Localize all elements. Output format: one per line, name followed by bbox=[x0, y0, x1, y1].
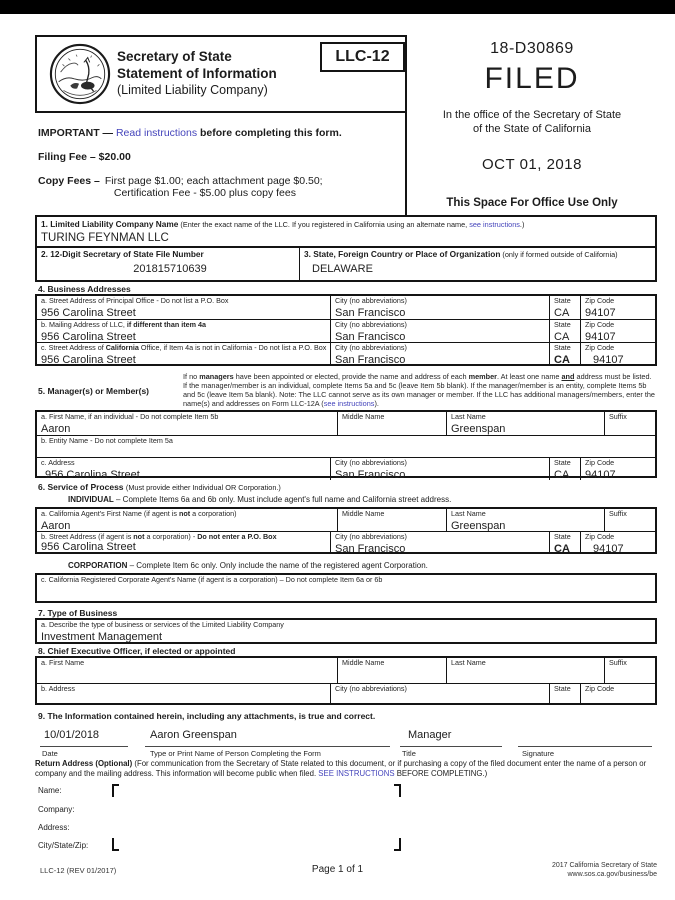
item6-individual-note: INDIVIDUAL – Complete Items 6a and 6b only. Must include agent's full name and California street address. bbox=[68, 495, 452, 504]
manager-first-name-value: Aaron bbox=[41, 422, 71, 435]
manager-last-name-value: Greenspan bbox=[451, 422, 506, 435]
org-state-value: DELAWARE bbox=[312, 263, 373, 275]
principal-zip-value: 94107 bbox=[585, 306, 616, 319]
signature-title-value: Manager bbox=[408, 729, 452, 741]
item5a-row: a. First Name, if an individual - Do not complete Item 5b Aaron Middle Name Last Name Greenspan Suffix bbox=[37, 412, 655, 435]
item4-heading: 4. Business Addresses bbox=[38, 284, 131, 294]
item6-heading: 6. Service of Process (Must provide either Individual OR Corporation.) bbox=[38, 482, 281, 492]
signature-line bbox=[518, 746, 652, 747]
agent-last-name-value: Greenspan bbox=[451, 519, 506, 531]
item5-box bbox=[35, 410, 657, 478]
item7-box bbox=[35, 618, 657, 644]
item7-heading: 7. Type of Business bbox=[38, 608, 118, 618]
principal-state-value: CA bbox=[554, 306, 570, 319]
top-letterbox-bar bbox=[0, 0, 675, 14]
return-citystatezip-label: City/State/Zip: bbox=[38, 841, 89, 850]
return-address-note: Return Address (Optional) (For communication from the Secretary of State related to this document, or if purchasing a copy of the filed document enter the name of a person or company and the mailing address. This information will become public when filed. SEE INSTRUCTIONS BEFORE COMPLETING.) bbox=[35, 759, 647, 778]
mailing-city-value: San Francisco bbox=[335, 330, 406, 342]
item1-company-name-box bbox=[35, 215, 657, 248]
form-code: LLC-12 bbox=[335, 48, 390, 65]
item6b-row: b. Street Address (if agent is not a corporation) - Do not enter a P.O. Box 956 Carolina Street City (no abbreviations) San Francisco State CA Zip Code 94107 bbox=[37, 531, 655, 554]
manager-state-value: CA bbox=[554, 468, 570, 480]
business-type-value: Investment Management bbox=[41, 630, 163, 642]
item6c-box bbox=[35, 573, 657, 603]
item3-organization-cell bbox=[300, 248, 655, 280]
item2-item3-box bbox=[35, 246, 657, 282]
filed-stamp: FILED bbox=[484, 62, 580, 95]
item5b-row: b. Entity Name - Do not complete Item 5a bbox=[37, 435, 655, 457]
mailing-street-value: 956 Carolina Street bbox=[41, 330, 136, 342]
signature-name-value: Aaron Greenspan bbox=[150, 729, 237, 741]
item8a-row: a. First Name Middle Name Last Name Suffix bbox=[37, 658, 655, 683]
agent-state-value: CA bbox=[554, 542, 570, 554]
footer-website-link[interactable]: www.sos.ca.gov/business/be bbox=[567, 871, 657, 878]
see-instructions-link-return[interactable]: SEE INSTRUCTIONS bbox=[318, 768, 395, 778]
agent-city-value: San Francisco bbox=[335, 542, 406, 554]
item2-label: 2. 12-Digit Secretary of State File Number bbox=[41, 249, 204, 259]
return-name-label: Name: bbox=[38, 786, 62, 795]
item5-instructions: If no managers have been appointed or elected, provide the name and address of each member. At least one name and address must be listed. If the manager/member is an individual, complete Items 5a and 5c (leave Item 5b blank). If the manager/member is an entity, complete Items 5b and 5c (leave Item 5a blank). Note: The LLC cannot serve as its own manager or member. If the LLC has additional managers/members, enter the name(s) and addresses on Form LLC-12A (see instructions). bbox=[183, 372, 655, 408]
file-number-value: 201815710639 bbox=[133, 263, 207, 275]
filing-fee-note: Filing Fee – $20.00 bbox=[38, 151, 131, 163]
item8-box bbox=[35, 656, 657, 705]
form-subtitle: (Limited Liability Company) bbox=[117, 83, 268, 97]
footer-revision: LLC-12 (REV 01/2017) bbox=[40, 866, 117, 875]
agent-street-value: 956 Carolina Street bbox=[41, 540, 136, 553]
agency-title: Secretary of State bbox=[117, 49, 232, 64]
ca-office-state-value: CA bbox=[554, 353, 570, 366]
title-label: Title bbox=[402, 749, 416, 758]
item4b-row: b. Mailing Address of LLC, if different than item 4a 956 Carolina Street City (no abbreviations) San Francisco State CA Zip Code 94107 bbox=[37, 319, 655, 342]
return-company-label: Company: bbox=[38, 805, 75, 814]
manager-zip-value: 94107 bbox=[585, 468, 616, 480]
agent-first-name-value: Aaron bbox=[41, 519, 71, 531]
important-note: IMPORTANT — Read instructions before completing this form. bbox=[38, 127, 342, 139]
manager-city-value: San Francisco bbox=[335, 468, 406, 480]
filed-office-text: In the office of the Secretary of State of the State of California bbox=[442, 109, 622, 135]
agent-zip-value: 94107 bbox=[593, 542, 624, 554]
form-title-block bbox=[117, 48, 277, 99]
date-label: Date bbox=[42, 749, 58, 758]
filing-stamp bbox=[407, 35, 657, 215]
principal-city-value: San Francisco bbox=[335, 306, 406, 319]
california-state-seal-icon bbox=[49, 43, 111, 105]
filed-date: OCT 01, 2018 bbox=[482, 156, 582, 173]
ca-office-zip-value: 94107 bbox=[593, 353, 624, 366]
filing-number: 18-D30869 bbox=[490, 40, 574, 57]
item5c-row: c. Address 956 Carolina Street City (no abbreviations) San Francisco State CA Zip Code 94107 bbox=[37, 457, 655, 480]
signature-date-value: 10/01/2018 bbox=[44, 729, 100, 741]
ca-office-city-value: San Francisco bbox=[335, 353, 406, 366]
address-window-bracket-br bbox=[394, 838, 401, 851]
item6a-row: a. California Agent's First Name (if agent is not a corporation) Aaron Middle Name Last Name Greenspan Suffix bbox=[37, 509, 655, 531]
name-label: Type or Print Name of Person Completing the Form bbox=[150, 749, 321, 758]
mailing-state-value: CA bbox=[554, 330, 570, 342]
item6-corporation-note: CORPORATION – Complete Item 6c only. Only include the name of the registered agent Corporation. bbox=[68, 561, 428, 570]
title-line bbox=[400, 746, 502, 747]
item7a-row: a. Describe the type of business or services of the Limited Liability Company Investment Management bbox=[37, 620, 655, 642]
item6c-row: c. California Registered Corporate Agent's Name (if agent is a corporation) – Do not complete Item 6a or 6b bbox=[41, 575, 383, 584]
see-instructions-link-item1[interactable]: see instructions bbox=[469, 220, 520, 229]
office-use-only-label: This Space For Office Use Only bbox=[446, 197, 618, 209]
form-title-box bbox=[35, 35, 407, 113]
item6-individual-box bbox=[35, 507, 657, 554]
item4-addresses-box bbox=[35, 294, 657, 366]
see-instructions-link-item5[interactable]: see instructions bbox=[323, 399, 375, 408]
item1-label: 1. Limited Liability Company Name (Enter the exact name of the LLC. If you registered in California using an alternate name, see instructions.) bbox=[41, 219, 525, 229]
address-window-bracket-tl bbox=[112, 784, 119, 797]
item4c-row: c. Street Address of California Office, if Item 4a is not in California - Do not list a P.O. Box 956 Carolina Street City (no abbreviations) San Francisco State CA Zip Code 94107 bbox=[37, 342, 655, 366]
name-line bbox=[145, 746, 390, 747]
address-window-bracket-tr bbox=[394, 784, 401, 797]
copy-fees-note: Copy Fees – First page $1.00; each attachment page $0.50; Certification Fee - $5.00 plus copy fees bbox=[38, 175, 323, 199]
company-name-value: TURING FEYNMAN LLC bbox=[41, 232, 169, 244]
return-address-label: Address: bbox=[38, 823, 70, 832]
form-title: Statement of Information bbox=[117, 66, 277, 81]
footer-agency-block bbox=[480, 861, 657, 879]
item2-file-number-cell bbox=[37, 248, 300, 280]
item8-heading: 8. Chief Executive Officer, if elected or appointed bbox=[38, 646, 236, 656]
footer-agency-line: 2017 California Secretary of State bbox=[551, 862, 657, 869]
item4a-row: a. Street Address of Principal Office - Do not list a P.O. Box 956 Carolina Street City (no abbreviations) San Francisco State CA Zip Code 94107 bbox=[37, 296, 655, 319]
read-instructions-link[interactable]: Read instructions bbox=[115, 127, 198, 139]
principal-street-value: 956 Carolina Street bbox=[41, 306, 136, 319]
item8b-row: b. Address City (no abbreviations) State Zip Code bbox=[37, 683, 655, 703]
footer-page-number: Page 1 of 1 bbox=[311, 864, 364, 875]
date-line bbox=[40, 746, 128, 747]
item9-heading: 9. The Information contained herein, including any attachments, is true and correct. bbox=[38, 711, 376, 721]
item3-label: 3. State, Foreign Country or Place of Organization (only if formed outside of California) bbox=[304, 249, 618, 259]
form-code-box bbox=[320, 42, 405, 72]
ca-office-street-value: 956 Carolina Street bbox=[41, 353, 136, 366]
signature-label: Signature bbox=[522, 749, 555, 758]
manager-street-value: 956 Carolina Street bbox=[45, 468, 140, 480]
address-window-bracket-bl bbox=[112, 838, 119, 851]
item5-heading: 5. Manager(s) or Member(s) bbox=[38, 386, 149, 396]
mailing-zip-value: 94107 bbox=[585, 330, 616, 342]
